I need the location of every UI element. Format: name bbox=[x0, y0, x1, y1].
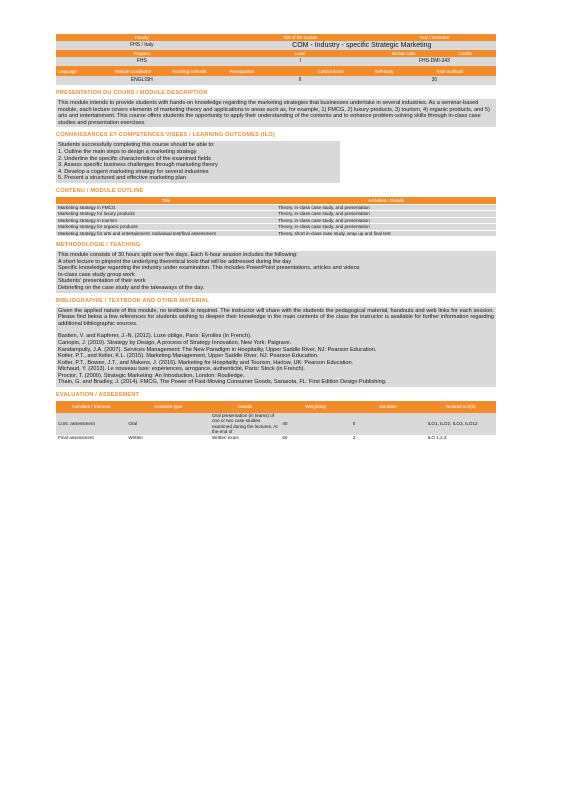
header-coordinator: Module coordinator bbox=[113, 66, 170, 76]
eval-header: Related ILO(s) bbox=[426, 401, 496, 413]
section-title-biblio: BIBLIOGRAPHIE / TEXTBOOK AND OTHER MATERIAL bbox=[56, 297, 210, 304]
eval-cell: Cont. assessment bbox=[56, 413, 126, 435]
eval-cell: Oral presentation (in teams) of one or two case studies examined during the lectures. At the end of bbox=[210, 413, 280, 435]
course-sub-header bbox=[56, 50, 496, 57]
value-workload: 30 bbox=[373, 76, 496, 85]
outline-cell: Marketing strategy for organic products bbox=[56, 224, 276, 230]
biblio-ref: Michaud, Y. (2013). Le nouveau luxe: expériences, arrogance, authenticité, Paris: Stock (in French). bbox=[58, 366, 305, 373]
outcome-item: 3. Assess specific business challenges through marketing theory bbox=[58, 162, 218, 169]
table-row bbox=[56, 413, 496, 435]
value-module-title: COM - Industry - specific Strategic Marketing bbox=[228, 41, 496, 50]
outline-header-title: Title bbox=[56, 197, 276, 205]
eval-cell: 0 bbox=[351, 413, 426, 435]
outcome-item: 5. Present a structured and effective marketing plan bbox=[58, 175, 187, 182]
value-code: FHS-DMI-343 bbox=[373, 57, 496, 66]
biblio-ref: Proctor, T. (2000). Strategic Marketing: An Introduction, London: Routledge. bbox=[58, 372, 245, 379]
method-line: Debriefing on the case study and the takeaways of the day. bbox=[58, 284, 205, 291]
eval-header: Activities / Element bbox=[56, 401, 126, 413]
value-faculty: FHS / Italy bbox=[56, 41, 228, 50]
outcomes-box bbox=[56, 141, 340, 183]
eval-cell: Oral bbox=[126, 413, 210, 435]
section-title-eval: EVALUATION / ASSESSMENT bbox=[56, 392, 140, 399]
eval-cell: 60 bbox=[280, 435, 350, 440]
biblio-ref: Kotler, P.T., and Keller, K.L. (2015). Marketing Management, Upper Saddle River, NJ: Pearson Education. bbox=[58, 353, 319, 360]
outcome-item: 1. Outline the main steps to design a marketing strategy bbox=[58, 148, 197, 155]
section-title-method: METHODOLOGIE / TEACHING bbox=[56, 241, 141, 248]
biblio-ref: Thain, G. and Bradley, J. (2014). FMCG, The Power of Fast-Moving Consumer Goods, Sarasota, FL: First Edition Design Publishing. bbox=[58, 379, 387, 386]
header-program: Program bbox=[56, 50, 228, 57]
header-prereq: Prerequisites bbox=[228, 66, 316, 76]
eval-cell: Written bbox=[126, 435, 210, 440]
header-year: Year / Semester bbox=[373, 34, 496, 41]
biblio-ref: Cariopio, J. (2010). Strategy by Design, A process of Strategy Innovation, New York: Palgrave. bbox=[58, 339, 292, 346]
method-line: Specific knowledge regarding the industry under examination. This includes PowerPoint presentations, articles and videos bbox=[58, 265, 360, 272]
outline-cell: Marketing strategy in tourism bbox=[56, 217, 276, 223]
value-level: I bbox=[228, 57, 373, 66]
method-box bbox=[56, 251, 496, 293]
header-language: Language bbox=[56, 66, 113, 76]
eval-table bbox=[56, 401, 496, 440]
biblio-intro: Given the applied nature of this module, no textbook is required. The instructor will share with the students the pedagogical material, handouts and web links for each session. Please find below a few references for students wishing to deepen their knowledge in the main contents of the class the instructor is available for further information regarding additional bibliographic sources. bbox=[58, 307, 494, 327]
eval-cell: Written exam bbox=[210, 435, 280, 440]
method-line: A short lecture to pinpoint the underlying theoretical tools that will be addressed during the day bbox=[58, 258, 292, 265]
value-coordinator: II bbox=[228, 76, 373, 85]
course-header-table bbox=[56, 34, 496, 41]
eval-header: Details bbox=[210, 401, 280, 413]
course-third-header bbox=[56, 66, 496, 76]
outline-header-activities: Activities / Details bbox=[276, 197, 496, 205]
outline-cell: Marketing strategy for luxury products bbox=[56, 211, 276, 217]
header-contact: Contact hours bbox=[316, 66, 373, 76]
eval-cell: 40 bbox=[280, 413, 350, 435]
header-level: Level bbox=[228, 50, 373, 57]
outline-cell: Theory, in-class case study, and presentation bbox=[276, 204, 496, 210]
outline-cell: Theory, in-class case study, and presentation bbox=[276, 217, 496, 223]
course-title-row bbox=[56, 41, 496, 50]
section-title-outcomes: CONNAISSANCES ET COMPETENCES VISEES / LEARNING OUTCOMES (ILO) bbox=[56, 132, 275, 139]
method-line: This module consists of 30 hours split over five days. Each 6-hour session includes the following: bbox=[58, 251, 298, 258]
header-title: Title of the module bbox=[228, 34, 373, 41]
biblio-box bbox=[56, 307, 496, 388]
outline-cell: Theory, short in-class case study, wrap up and final test bbox=[276, 230, 496, 236]
outcome-item: Students successfully completing this course should be able to: bbox=[58, 142, 215, 149]
outline-table bbox=[56, 197, 496, 237]
table-row bbox=[56, 435, 496, 440]
presentation-paragraph: This module intends to provide students with hands-on knowledge regarding the marketing strategies that businesses undertake in several industries. As a seminar-based module, each lecture covers elements of marketing theory and applications in areas such as, for example, 1) FMCG, 2) luxury products, 3) tourism, 4) organic products, and 5) arts and entertainment. This course offers students the opportunity to apply their understanding of the contents and to enhance problem-solving skills through in-class case studies and presentation exercises. bbox=[58, 100, 490, 126]
course-sub-values bbox=[56, 57, 496, 66]
outcome-item: 2. Underline the specific characteristics of the examined fields bbox=[58, 155, 211, 162]
eval-header: Activities type bbox=[126, 401, 210, 413]
section-title-presentation: PRESENTATION DU COURS / MODULE DESCRIPTION bbox=[56, 90, 208, 96]
course-third-values bbox=[56, 76, 496, 85]
header-workload: Total workload bbox=[434, 66, 496, 76]
outcome-item: 4. Develop a cogent marketing strategy for several industries bbox=[58, 168, 209, 175]
biblio-ref: Kotler, P.T., Bowen, J.T., and Makens, J. (2016). Marketing for Hospitality and Tourism, Harlow, UK: Pearson Education. bbox=[58, 359, 354, 366]
method-line: Students' presentation of their work bbox=[58, 278, 146, 285]
section-title-outline: CONTENU / MODULE OUTLINE bbox=[56, 187, 144, 194]
header-credits: Credits bbox=[434, 50, 496, 57]
outline-cell: Theory, in-class case study, and presentation bbox=[276, 211, 496, 217]
outline-cell: Marketing strategy for arts and entertainment. Individual test/final assessment bbox=[56, 230, 276, 236]
eval-cell: 2 bbox=[351, 435, 426, 440]
biblio-ref: Kandampully, J.A. (2007). Services Management: The New Paradigm in Hospitality, Upper Saddle River, NJ: Pearson Education. bbox=[58, 346, 377, 353]
header-faculty: Faculty bbox=[56, 34, 228, 41]
eval-cell: ILO1, ILO2, ILO3, ILO12 bbox=[426, 413, 496, 435]
method-line: In-class case study group work bbox=[58, 271, 135, 278]
eval-header: Weighting bbox=[280, 401, 350, 413]
header-methods: Teaching methods bbox=[170, 66, 227, 76]
value-program: FHS bbox=[56, 57, 228, 66]
eval-cell: Final assessment bbox=[56, 435, 126, 440]
presentation-text bbox=[56, 99, 496, 127]
eval-cell: ILO 1,2,3 bbox=[426, 435, 496, 440]
header-selfstudy: Self-study bbox=[373, 66, 435, 76]
eval-header: Duration bbox=[351, 401, 426, 413]
outline-cell: Marketing strategy in FMCG bbox=[56, 204, 276, 210]
biblio-ref: Bastien, V. and Kapferer, J.-N. (2012). Luxe oblige, Paris: Eyrolles (in French). bbox=[58, 333, 252, 340]
table-row bbox=[56, 230, 496, 236]
value-language: ENGLISH bbox=[56, 76, 228, 85]
course-sheet bbox=[56, 34, 496, 440]
header-code: Module code bbox=[373, 50, 435, 57]
outline-cell: Theory, in-class case study, and presentation bbox=[276, 224, 496, 230]
